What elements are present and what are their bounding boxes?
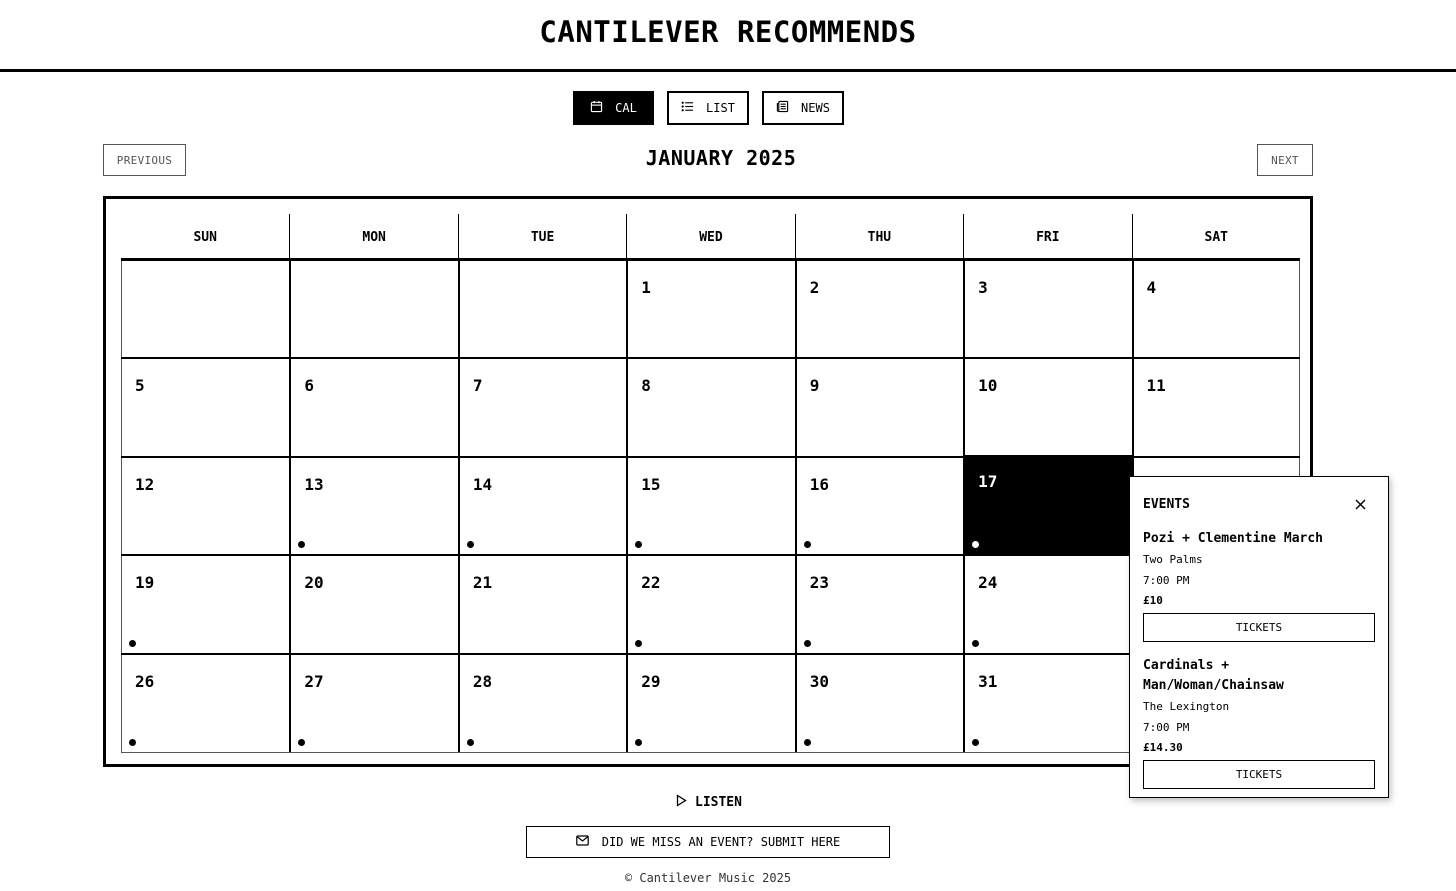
day-cell-1[interactable]: [626, 261, 794, 357]
day-cell-28[interactable]: [458, 655, 626, 752]
tab-list[interactable]: [667, 91, 749, 125]
day-cell-29[interactable]: [626, 655, 794, 752]
day-number: 12: [135, 474, 155, 494]
event-dot-icon: [804, 640, 811, 647]
day-cell-2[interactable]: [795, 261, 963, 357]
day-cell-5[interactable]: [121, 359, 289, 455]
day-number: 4: [1146, 278, 1157, 297]
day-number: 8: [641, 376, 651, 396]
weekday-sat: SAT: [1132, 214, 1300, 258]
week-row: [121, 458, 1300, 556]
day-cell-6[interactable]: [289, 359, 457, 455]
submit-event-button[interactable]: [526, 826, 890, 858]
tab-news[interactable]: [762, 91, 844, 125]
mail-icon: [576, 835, 589, 849]
list-icon: [681, 100, 694, 116]
event-venue: The Lexington: [1143, 700, 1230, 713]
day-number: 14: [472, 474, 493, 494]
day-number: 29: [641, 671, 661, 691]
event-dot-icon: [635, 640, 642, 647]
day-number: 28: [472, 671, 493, 691]
day-number: 22: [641, 573, 661, 593]
calendar-weeks: [121, 261, 1300, 753]
events-popover-header: [1143, 496, 1375, 512]
day-number: 16: [809, 474, 829, 494]
day-cell-8[interactable]: [626, 359, 794, 455]
event-price: £10: [1143, 594, 1163, 607]
weekday-wed: WED: [626, 214, 794, 258]
event-dot-icon: [129, 640, 136, 647]
event-dot-icon: [129, 739, 136, 746]
event-dot-icon: [298, 739, 305, 746]
day-number: 21: [472, 573, 493, 593]
day-number: 13: [304, 474, 324, 494]
event-time: 7:00 PM: [1143, 721, 1190, 734]
close-icon[interactable]: [1352, 496, 1368, 512]
event-name: Cardinals + Man/Woman/Chainsaw: [1143, 658, 1284, 693]
event-dot-icon: [972, 541, 979, 548]
month-title: JANUARY 2025: [645, 146, 797, 170]
day-cell-empty: [289, 261, 457, 357]
weekday-tue: TUE: [458, 214, 626, 258]
day-cell-9[interactable]: [795, 359, 963, 455]
day-cell-23[interactable]: [795, 556, 963, 652]
event-dot-icon: [635, 739, 642, 746]
day-number: 24: [978, 573, 998, 593]
week-row: [121, 556, 1300, 654]
site-header: [0, 0, 1456, 72]
day-number: 7: [472, 376, 483, 396]
submit-event-label: DID WE MISS AN EVENT? SUBMIT HERE: [601, 835, 841, 849]
day-number: 1: [641, 278, 651, 297]
weekday-fri: FRI: [963, 214, 1131, 258]
week-row: [121, 359, 1300, 457]
tickets-button[interactable]: TICKETS: [1143, 760, 1375, 789]
previous-month-button[interactable]: PREVIOUS: [103, 144, 186, 176]
day-cell-27[interactable]: [289, 655, 457, 752]
day-cell-3[interactable]: [963, 261, 1131, 357]
day-cell-13[interactable]: [289, 458, 457, 554]
week-row: [121, 655, 1300, 753]
day-number: 19: [135, 573, 155, 593]
listen-label: LISTEN: [695, 795, 742, 810]
day-cell-empty: [458, 261, 626, 357]
event-dot-icon: [467, 541, 474, 548]
day-number: 15: [641, 474, 661, 494]
weekday-sun: SUN: [193, 229, 217, 245]
event-dot-icon: [972, 640, 979, 647]
site-title: CANTILEVER RECOMMENDS: [539, 14, 917, 49]
day-number: 26: [135, 671, 155, 691]
day-cell-11[interactable]: [1132, 359, 1300, 455]
day-cell-21[interactable]: [458, 556, 626, 652]
event-dot-icon: [298, 541, 305, 548]
day-cell-7[interactable]: [458, 359, 626, 455]
day-cell-10[interactable]: [963, 359, 1131, 455]
event-dot-icon: [804, 739, 811, 746]
events-popover: [1129, 476, 1389, 798]
event-dot-icon: [804, 541, 811, 548]
weekday-header-row: [121, 214, 1300, 261]
event-item: [1143, 529, 1375, 642]
day-cell-26[interactable]: [121, 655, 289, 752]
day-number: 6: [304, 376, 315, 396]
day-cell-empty: [121, 261, 289, 357]
event-time: 7:00 PM: [1143, 574, 1190, 587]
tab-cal-label: CAL: [615, 101, 637, 115]
day-cell-22[interactable]: [626, 556, 794, 652]
event-dot-icon: [635, 541, 642, 548]
tab-news-label: NEWS: [801, 101, 830, 115]
event-item: [1143, 656, 1375, 789]
event-dot-icon: [972, 739, 979, 746]
play-icon: [676, 794, 687, 811]
newspaper-icon: [776, 100, 789, 116]
tab-list-label: LIST: [706, 101, 735, 115]
day-number: 17: [978, 471, 998, 491]
day-number: 27: [304, 671, 324, 691]
day-cell-24[interactable]: [963, 556, 1131, 652]
event-name: Pozi + Clementine March: [1143, 531, 1324, 546]
view-tabs: [573, 91, 844, 125]
tickets-button[interactable]: TICKETS: [1143, 613, 1375, 642]
day-cell-15[interactable]: [626, 458, 794, 554]
calendar-icon: [590, 100, 603, 116]
day-cell-30[interactable]: [795, 655, 963, 752]
footer-copyright: © Cantilever Music 2025: [624, 871, 792, 885]
day-cell-31[interactable]: [963, 655, 1131, 752]
weekday-mon: MON: [289, 214, 457, 258]
day-cell-19[interactable]: [121, 556, 289, 652]
day-number: 3: [978, 278, 988, 297]
day-number: 31: [978, 671, 998, 691]
tab-cal[interactable]: [573, 91, 654, 125]
day-cell-17[interactable]: [963, 455, 1131, 554]
day-cell-16[interactable]: [795, 458, 963, 554]
event-price: £14.30: [1143, 741, 1183, 754]
day-cell-12[interactable]: [121, 458, 289, 554]
day-number: 5: [135, 376, 145, 396]
day-number: 10: [978, 376, 998, 396]
event-dot-icon: [467, 739, 474, 746]
events-popover-title: EVENTS: [1143, 496, 1190, 512]
week-row: [121, 261, 1300, 359]
calendar-grid: [121, 214, 1300, 753]
event-venue: Two Palms: [1143, 553, 1203, 566]
listen-button[interactable]: [676, 794, 742, 811]
day-cell-20[interactable]: [289, 556, 457, 652]
day-number: 9: [809, 376, 820, 396]
next-month-button[interactable]: NEXT: [1257, 144, 1313, 176]
weekday-thu: THU: [795, 214, 963, 258]
day-cell-14[interactable]: [458, 458, 626, 554]
day-number: 23: [809, 573, 829, 593]
day-cell-4[interactable]: [1132, 261, 1300, 357]
day-number: 2: [809, 278, 820, 297]
day-number: 20: [304, 573, 324, 593]
day-number: 11: [1146, 376, 1166, 396]
day-number: 30: [809, 671, 829, 691]
